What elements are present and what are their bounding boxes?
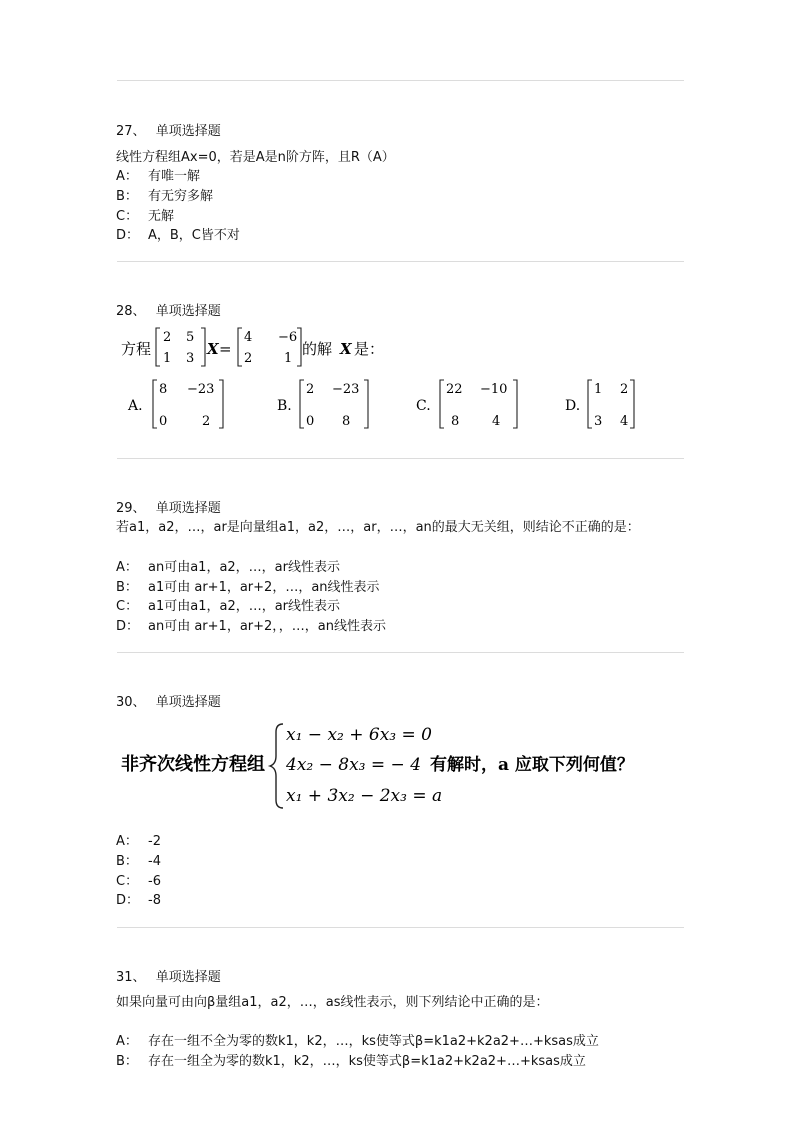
variable-x: X: [340, 340, 352, 358]
question-29-option-c[interactable]: C： a1可由a1，a2，…，ar线性表示: [116, 599, 341, 614]
svg-text:8: 8: [342, 414, 351, 429]
question-31-header: [116, 966, 221, 985]
svg-text:8: 8: [451, 414, 460, 429]
divider: [117, 927, 684, 928]
question-28-option-d[interactable]: [565, 380, 634, 429]
question-29-header: [116, 497, 221, 516]
stem-prefix: 方程: [121, 340, 152, 358]
stem-prefix: 非齐次线性方程组: [121, 754, 265, 775]
svg-text:0: 0: [159, 414, 168, 429]
question-30-figure: [0, 700, 800, 820]
divider: [117, 652, 684, 653]
question-type: 单项选择题: [155, 304, 221, 319]
question-29-option-b[interactable]: B： a1可由 ar+1，ar+2，…，an线性表示: [116, 580, 380, 595]
question-30-option-c[interactable]: C： -6: [116, 874, 161, 889]
svg-text:8: 8: [159, 382, 168, 397]
question-27-option-d[interactable]: D： A，B，C皆不对: [116, 228, 240, 243]
svg-text:4: 4: [620, 414, 629, 429]
equals-sign: =: [219, 340, 232, 358]
stem-suffix: 有解时，a 应取下列何值？: [430, 755, 634, 775]
question-27-option-b[interactable]: B： 有无穷多解: [116, 189, 214, 204]
svg-text:A.: A.: [128, 398, 143, 414]
question-29-stem: 若a1，a2，…，ar是向量组a1，a2，…，ar，…，an的最大无关组，则结论不正确的是：: [116, 520, 640, 535]
question-27-option-a[interactable]: A： 有唯一解: [116, 169, 201, 184]
matrix-cell: 1: [284, 351, 293, 366]
svg-text:−23: −23: [332, 382, 360, 397]
question-type: 单项选择题: [155, 124, 221, 139]
equation-1: x₁ − x₂ + 6x₃ = 0: [286, 725, 432, 745]
svg-text:−23: −23: [187, 382, 215, 397]
question-31-option-b[interactable]: B： 存在一组全为零的数k1，k2，…，ks使等式β=k1a2+k2a2+…+ksas成立: [116, 1054, 586, 1069]
stem-suffix: 的解: [302, 340, 333, 358]
question-29-option-d[interactable]: D： an可由 ar+1，ar+2，，…，an线性表示: [116, 619, 386, 634]
svg-text:22: 22: [446, 382, 463, 397]
svg-text:C.: C.: [416, 398, 431, 414]
question-30-option-b[interactable]: B： -4: [116, 854, 161, 869]
matrix-cell: 3: [186, 351, 195, 366]
svg-text:B.: B.: [277, 398, 292, 414]
question-27-option-c[interactable]: C： 无解: [116, 209, 175, 224]
rhs-matrix: [238, 328, 301, 366]
question-30-option-d[interactable]: D： -8: [116, 893, 161, 908]
question-28-figure: [0, 0, 800, 460]
question-type: 单项选择题: [155, 970, 221, 985]
svg-text:1: 1: [594, 382, 603, 397]
question-27-stem: 线性方程组Ax=0，若是A是n阶方阵，且R（A）: [116, 150, 395, 165]
question-31-stem: 如果向量可由向β量组a1，a2，…，as线性表示，则下列结论中正确的是：: [116, 995, 549, 1010]
svg-text:2: 2: [620, 382, 629, 397]
coef-matrix: [156, 328, 205, 366]
question-28-option-b[interactable]: [277, 380, 368, 429]
question-type: 单项选择题: [155, 501, 221, 516]
variable-x: X: [207, 340, 219, 358]
matrix-cell: 2: [244, 351, 253, 366]
question-type: 单项选择题: [155, 695, 221, 710]
svg-text:D.: D.: [565, 398, 581, 414]
matrix-cell: 4: [244, 330, 253, 345]
matrix-cell: 1: [163, 351, 172, 366]
svg-text:0: 0: [306, 414, 315, 429]
question-30-option-a[interactable]: A： -2: [116, 834, 161, 849]
svg-text:2: 2: [306, 382, 315, 397]
question-number: 30、: [116, 695, 146, 710]
stem-end: 是：: [354, 340, 385, 358]
equation-3: x₁ + 3x₂ − 2x₃ = a: [286, 786, 443, 806]
matrix-cell: 2: [163, 330, 172, 345]
equation-2: 4x₂ − 8x₃ = − 4: [286, 755, 422, 775]
question-28-option-a[interactable]: [127, 380, 223, 429]
svg-text:−10: −10: [480, 382, 508, 397]
question-number: 31、: [116, 970, 146, 985]
question-29-option-a[interactable]: A： an可由a1，a2，…，ar线性表示: [116, 560, 340, 575]
left-brace: [270, 724, 283, 808]
question-28-option-c[interactable]: [416, 380, 517, 429]
matrix-cell: −6: [278, 330, 298, 345]
svg-text:4: 4: [492, 414, 501, 429]
svg-text:2: 2: [202, 414, 211, 429]
question-number: 29、: [116, 501, 146, 516]
question-number: 27、: [116, 124, 146, 139]
question-31-option-a[interactable]: A： 存在一组不全为零的数k1，k2，…，ks使等式β=k1a2+k2a2+…+ksas成立: [116, 1034, 599, 1049]
svg-text:3: 3: [594, 414, 603, 429]
matrix-cell: 5: [186, 330, 195, 345]
question-number: 28、: [116, 304, 146, 319]
